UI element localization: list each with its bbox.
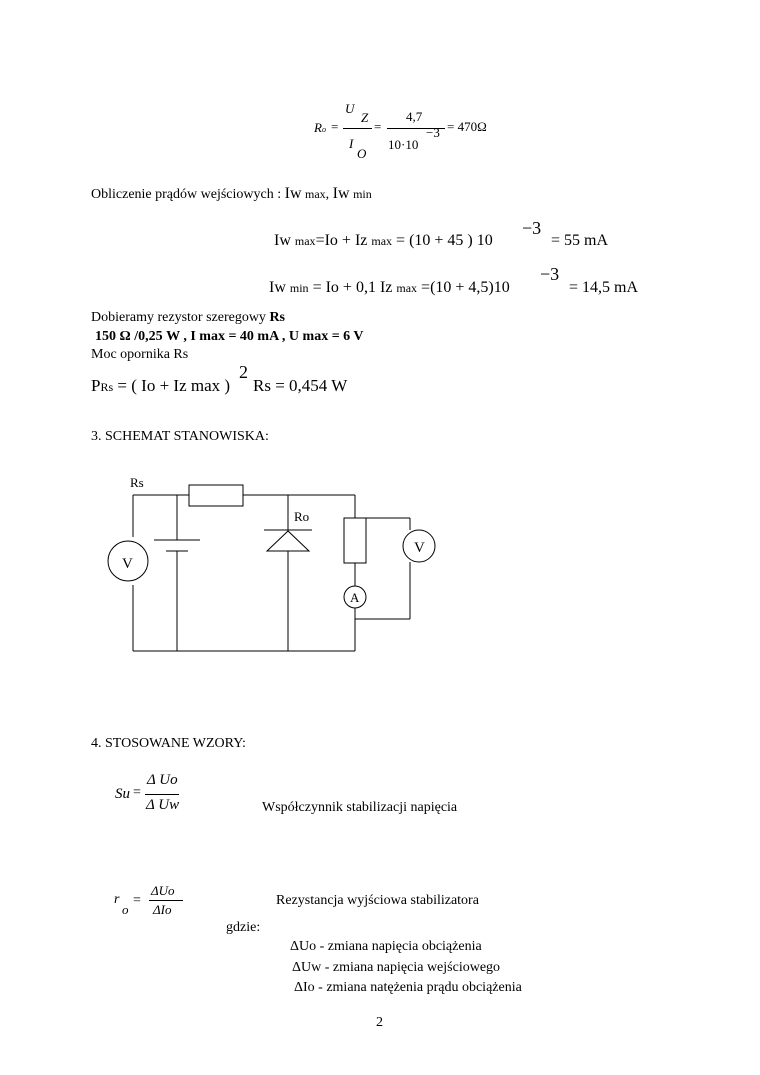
zener-diode-triangle — [267, 531, 309, 551]
su-den: Δ Uw — [146, 797, 180, 813]
iwmin-b: =(10 + 4,5)10 — [421, 279, 510, 296]
su-description: Współczynnik stabilizacji napięcia — [262, 800, 458, 815]
su-fraction-line — [145, 794, 179, 795]
eq-ro-equals-2: = — [374, 119, 382, 134]
su-lhs: Su — [115, 786, 130, 802]
eq-ro-result: = 470Ω — [447, 119, 487, 134]
eq-ro-equals-1: = — [331, 119, 339, 134]
su-equals: = — [133, 785, 141, 800]
eq-ro-den-exp: −3 — [426, 125, 440, 140]
ro2-lhs: r — [114, 892, 120, 907]
eq-ro-den-i: I — [349, 136, 354, 151]
ammeter-label: A — [350, 590, 360, 605]
prs-b: Rs = 0,454 W — [253, 376, 348, 395]
eq-ro-lhs: R — [314, 120, 322, 135]
resistor-choice-text: Dobieramy rezystor szeregowy — [91, 310, 266, 325]
iwmin-c: = 14,5 mA — [569, 279, 639, 296]
calc-heading-iw: Iw — [284, 185, 302, 202]
ro2-lhs-sub: o — [122, 902, 129, 917]
page-number: 2 — [376, 1015, 383, 1030]
ro2-fraction-line — [149, 900, 183, 901]
eq-ro-den-o: O — [357, 146, 367, 161]
calc-heading-iw2: Iw — [332, 185, 350, 202]
calc-heading-max: max — [305, 187, 326, 201]
su-num: Δ Uo — [147, 772, 178, 788]
iwmin-exp: −3 — [540, 264, 560, 284]
voltmeter-output-label: V — [414, 540, 425, 556]
iwmin-a: = Io + 0,1 Iz — [312, 279, 393, 296]
voltmeter-input-label: V — [122, 556, 133, 572]
iwmin-lead-sub: min — [289, 281, 309, 295]
ro2-description: Rezystancja wyjściowa stabilizatora — [276, 893, 479, 908]
ro2-den: ΔIo — [153, 902, 172, 917]
iwmin-a-sub: max — [396, 281, 418, 295]
section-4-title: 4. STOSOWANE WZORY: — [91, 736, 246, 751]
legend-gdzie: gdzie: — [226, 920, 261, 935]
rs-label: Rs — [130, 475, 144, 490]
eq-ro-num-u: U — [345, 101, 355, 116]
prs-a: = ( Io + Iz max ) — [117, 376, 231, 395]
iwmax-a-sub: max — [371, 234, 393, 248]
prs-p: P — [91, 376, 101, 395]
calc-heading-min: min — [353, 187, 372, 201]
iwmax-exp: −3 — [522, 218, 542, 238]
iwmax-c: = 55 mA — [551, 232, 609, 249]
ro2-equals: = — [133, 893, 141, 908]
iwmax-a: =Io + Iz — [315, 232, 368, 249]
iwmax-b: = (10 + 45 ) 10 — [396, 232, 493, 249]
section-3-title: 3. SCHEMAT STANOWISKA: — [91, 429, 269, 444]
prs-exp: 2 — [239, 362, 248, 382]
iwmax-lead-sub: max — [294, 234, 316, 248]
resistor-rs — [189, 485, 243, 506]
legend-item-2: ΔUw - zmiana napięcia wejściowego — [292, 960, 501, 975]
prs-p-sub: Rs — [100, 380, 114, 394]
resistor-choice-rs: Rs — [269, 310, 285, 325]
ro2-num: ΔUo — [151, 883, 175, 898]
resistor-choice-line2: 150 Ω /0,25 W , I max = 40 mA , U max = 6 V — [95, 329, 364, 344]
legend-item-1: ΔUo - zmiana napięcia obciążenia — [290, 939, 482, 954]
iwmax-lead: Iw — [274, 232, 291, 249]
resistor-ro — [344, 518, 366, 563]
eq-ro-lhs-sub: o — [322, 125, 326, 134]
eq-ro-num-val: 4,7 — [406, 109, 423, 124]
ro-label: Ro — [294, 509, 310, 524]
resistor-choice-line3: Moc opornika Rs — [91, 347, 189, 362]
eq-ro-den-val: 10·10 — [388, 137, 419, 152]
calc-heading-sep: , — [325, 187, 330, 202]
legend-item-3: ΔIo - zmiana natężenia prądu obciążenia — [294, 980, 522, 995]
iwmin-lead: Iw — [269, 279, 286, 296]
calc-heading-text: Obliczenie prądów wejściowych : — [91, 187, 282, 202]
eq-ro-num-z: Z — [361, 110, 369, 125]
